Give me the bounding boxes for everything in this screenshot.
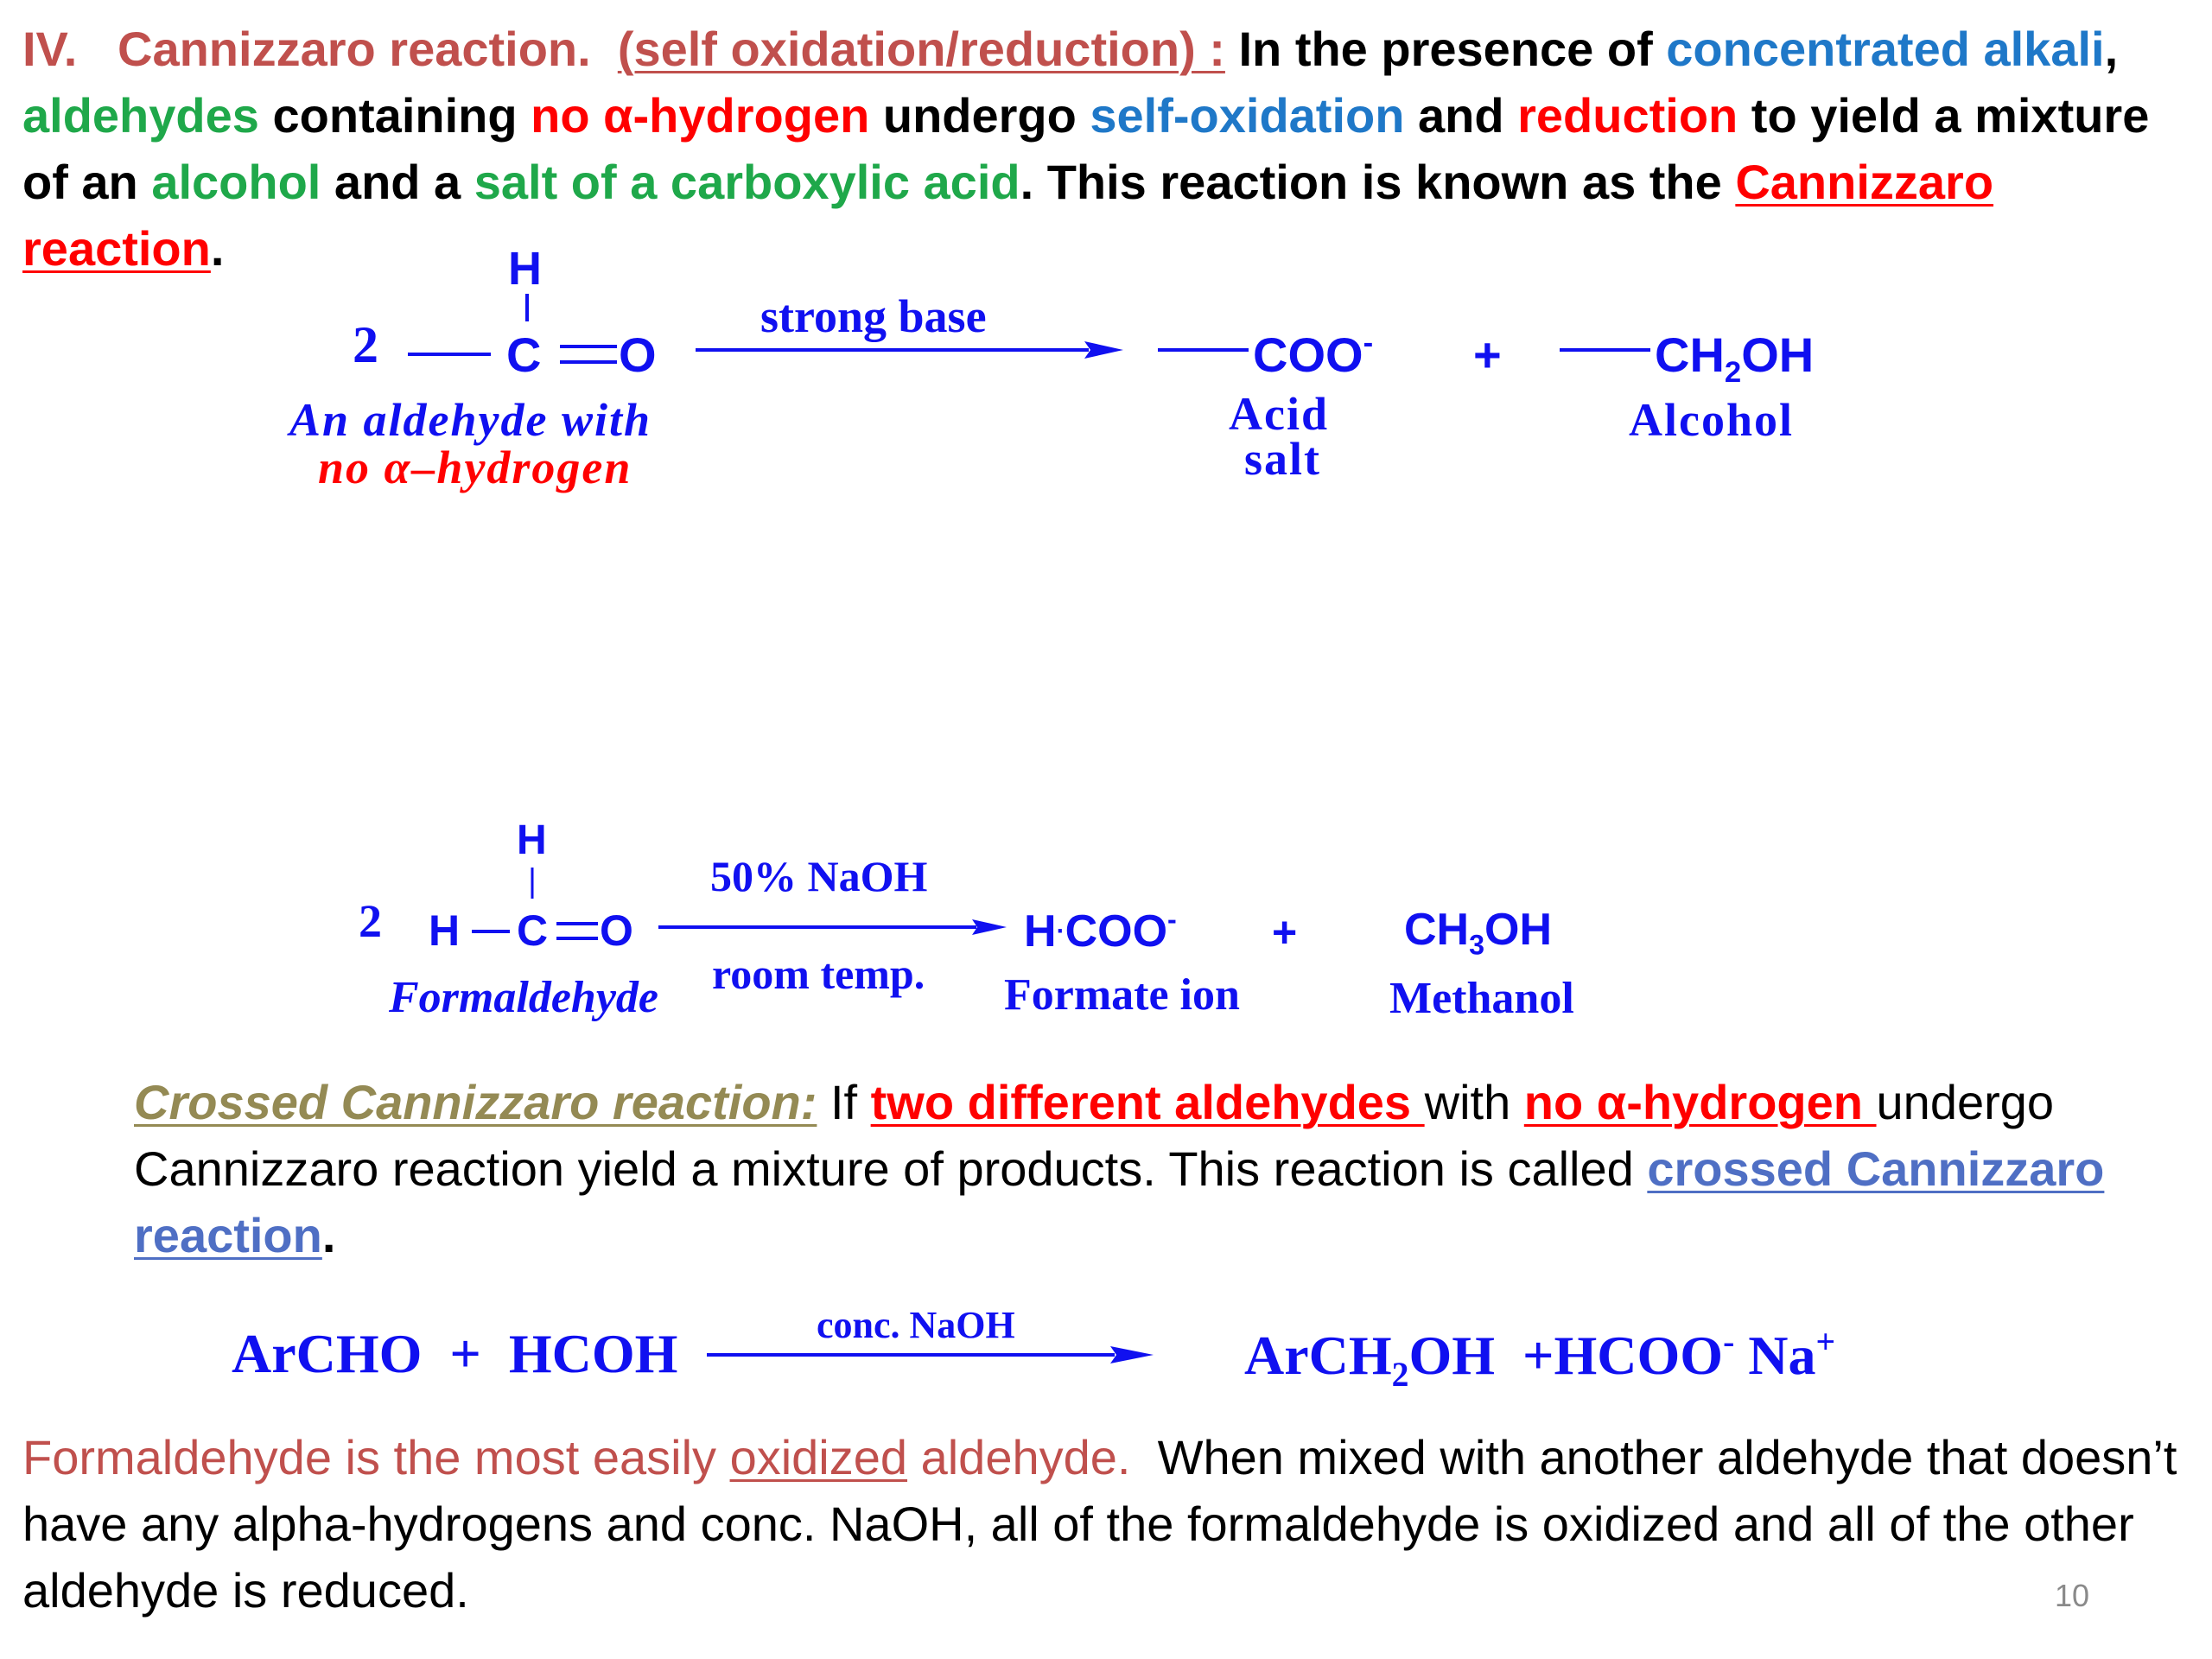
scheme1-salt-label: salt <box>1244 433 1321 485</box>
crossed-paragraph <box>134 1069 2173 1268</box>
scheme2-h-top: H <box>517 817 547 863</box>
heading-number: IV. <box>22 22 78 76</box>
reduction-term: reduction <box>1517 88 1738 143</box>
crossed-period: . <box>321 1208 336 1262</box>
scheme1-alcohol-product: $CH_2OH$ <box>1655 327 1815 390</box>
intro-text-3: undergo <box>869 88 1090 143</box>
scheme2-coefficient: 2 <box>359 895 382 947</box>
crossed-text-3: undergo Cannizzaro reaction yield a mixture of products. This reaction is called <box>134 1075 2055 1196</box>
intro-text-6: and a <box>321 155 474 209</box>
heading-title: Cannizzaro reaction. <box>118 22 591 76</box>
crossed-cannizzaro-term: crossed Cannizzaro reaction <box>134 1141 2105 1262</box>
scheme1-plus: + <box>1473 327 1502 382</box>
closing-text-2: aldehyde. <box>907 1430 1131 1484</box>
scheme2-reagent-bottom: room temp. <box>712 950 925 998</box>
oxidized-term: oxidized <box>729 1430 908 1484</box>
cannizzaro-term: Cannizzaro reaction <box>22 155 1994 276</box>
intro-text-5: to yield a mixture of an <box>22 88 2150 209</box>
concentrated-alkali-term: concentrated alkali <box>1666 22 2105 76</box>
closing-text-3: When mixed with another aldehyde that doesn’t have any alpha-hydrogens and conc. NaOH, all of the formaldehyde is oxidized and all of the other aldehyde is reduced. <box>22 1430 2190 1618</box>
scheme2-plus: + <box>1272 908 1298 957</box>
scheme2-o-atom: O <box>600 906 633 955</box>
intro-text-1: In the presence of <box>1224 22 1667 76</box>
page-number: 10 <box>2055 1578 2090 1613</box>
scheme1-c-atom: C <box>506 327 542 382</box>
crossed-text-1: If <box>817 1075 871 1129</box>
intro-text-7: . This reaction is known as the <box>1020 155 1736 209</box>
scheme2-methanol-product: $CH_3OH$ <box>1404 905 1553 961</box>
aldehydes-term: aldehydes <box>22 88 259 143</box>
scheme1-arrow-head <box>1084 341 1123 359</box>
intro-text-4: and <box>1404 88 1518 143</box>
scheme1-reagent: strong base <box>760 290 987 342</box>
no-alpha-hydrogen-term: no α-hydrogen <box>531 88 870 143</box>
alcohol-term: alcohol <box>151 155 321 209</box>
scheme1-acid-label: Acid <box>1229 388 1329 440</box>
scheme1-alcohol-label: Alcohol <box>1629 394 1795 446</box>
scheme2-formate-product: H·COO- <box>1024 904 1177 957</box>
scheme1-h-atom: H <box>508 243 542 295</box>
scheme2-c-atom: C <box>517 906 549 955</box>
intro-text-2: containing <box>258 88 531 143</box>
scheme1-acid-product: COO- <box>1253 327 1374 382</box>
scheme1-coefficient: 2 <box>353 316 378 373</box>
scheme3-arrow-head <box>1110 1346 1154 1363</box>
heading-subtitle: (self oxidation/reduction) : <box>617 22 1225 76</box>
self-oxidation-term: self-oxidation <box>1090 88 1405 143</box>
carboxylic-salt-term: salt of a carboxylic acid <box>474 155 1020 209</box>
crossed-title: Crossed Cannizzaro reaction: <box>134 1075 817 1129</box>
closing-paragraph <box>22 1424 2200 1624</box>
scheme2-h-left: H <box>429 906 461 955</box>
scheme2-reagent-top: 50% NaOH <box>710 852 928 900</box>
two-different-aldehydes-term: two different aldehydes <box>870 1075 1425 1129</box>
scheme2-arrow-head <box>972 919 1007 935</box>
scheme1-o-atom: O <box>619 327 657 382</box>
scheme2-formaldehyde-label: Formaldehyde <box>389 973 658 1022</box>
closing-text-1: Formaldehyde is the most easily <box>22 1430 730 1484</box>
scheme3-products: ArCH$_2$OH +HCOO- Na+ <box>1244 1323 1836 1394</box>
scheme1-aldehyde-label: An aldehyde with <box>289 394 652 446</box>
intro-period: . <box>210 221 225 276</box>
scheme3-reactants: ArCHO + HCOH <box>232 1323 678 1384</box>
intro-comma: , <box>2104 22 2119 76</box>
crossed-no-alpha-term: no α-hydrogen <box>1523 1075 1877 1129</box>
scheme1-no-alpha-label: no α–hydrogen <box>318 442 632 493</box>
scheme3-reagent: conc. NaOH <box>817 1304 1015 1346</box>
scheme2-formate-label: Formate ion <box>1004 970 1240 1020</box>
crossed-text-2: with <box>1424 1075 1524 1129</box>
scheme2-methanol-label: Methanol <box>1389 974 1574 1023</box>
